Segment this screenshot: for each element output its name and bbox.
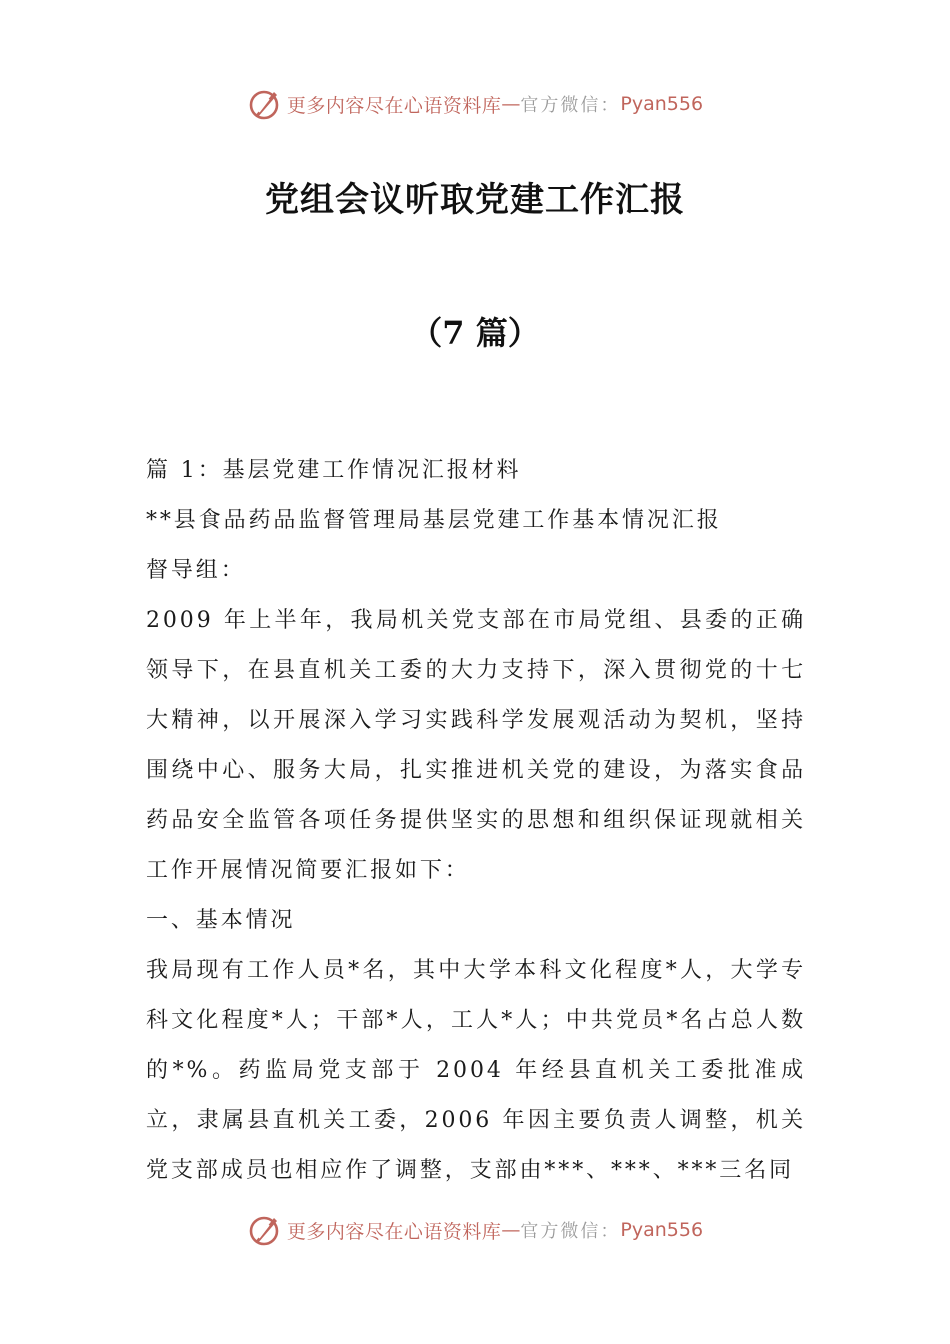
subsection-heading: 一、基本情况 — [146, 908, 296, 933]
wechat-label: 官方微信： — [520, 1221, 621, 1242]
promo-dash: — — [501, 93, 521, 115]
quill-logo-icon — [247, 1212, 283, 1248]
header-watermark-banner — [0, 82, 950, 126]
document-body — [146, 446, 806, 1196]
report-heading: **县食品药品监督管理局基层党建工作基本情况汇报 — [146, 508, 722, 533]
body-paragraph: 2009 年上半年，我局机关党支部在市局党组、县委的正确领导下，在县直机关工委的大力支持下，深入贯彻党的十七大精神，以开展深入学习实践科学发展观活动为契机，坚持围绕中心、服务大局，扎实推进机关党的建设，为落实食品药品安全监管各项任务提供坚实的思想和组织保证现就相关工作开展情况简要汇报如下： — [146, 608, 806, 883]
quill-logo-icon — [247, 86, 283, 122]
footer-watermark-banner — [0, 1208, 950, 1252]
document-title: 党组会议听取党建工作汇报 — [265, 180, 685, 220]
body-paragraph: 我局现有工作人员*名，其中大学本科文化程度*人，大学专科文化程度*人；干部*人，工人*人；中共党员*名占总人数的*%。药监局党支部于 2004 年经县直机关工委批准成立，隶属县直机关工委，2006 年因主要负责人调整，机关党支部成员也相应作了调整，支部由***、***、***三名同 — [146, 958, 806, 1183]
wechat-label: 官方微信： — [520, 95, 621, 116]
section-heading: 篇 1：基层党建工作情况汇报材料 — [146, 458, 522, 483]
promo-text: 更多内容尽在心语资料库 — [286, 94, 502, 117]
salutation: 督导组： — [146, 558, 246, 583]
promo-text: 更多内容尽在心语资料库 — [286, 1220, 502, 1243]
document-subtitle: （7 篇） — [410, 314, 540, 352]
wechat-id: Pyan556 — [620, 93, 704, 115]
promo-dash: — — [501, 1219, 521, 1241]
wechat-id: Pyan556 — [620, 1219, 704, 1241]
